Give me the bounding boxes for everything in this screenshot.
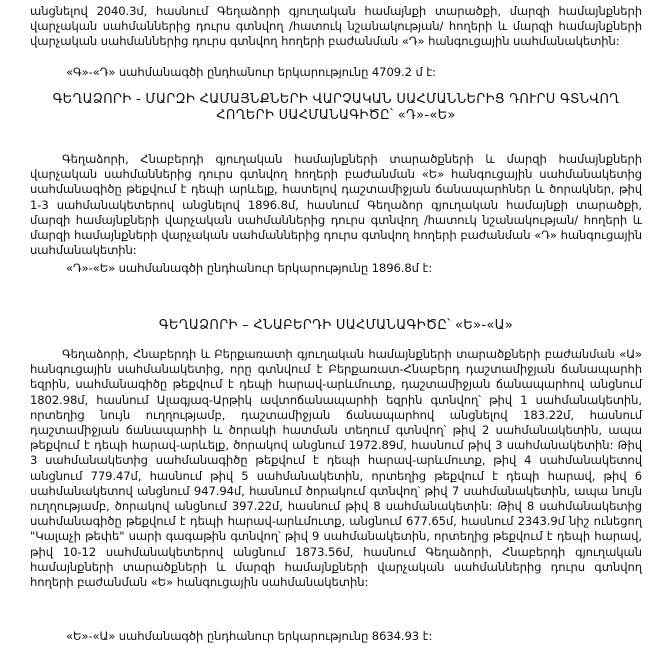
- total-length-g-d: «Գ»-«Դ» սահմանագծի ընդհանուր երկարությունը 4709.2 մ է:: [66, 65, 436, 79]
- heading-e-a: ԳԵՂԱՁՈՐԻ – ՀՆԱԲԵՐԴԻ ՍԱՀՄԱՆԱԳԻԾԸ՝ «Ե»-«Ա»: [158, 318, 514, 333]
- paragraph-d-e: Գեղաձորի, Հնաբերդի գյուղական համայնքների տարածքների և մարզի համայնքների վարչական սահմաններից դուրս գտնվող հողերի բաժանման «Ե» հանգուցային սահմանակետից սահմանագիծը թեքվում է դեպի արևելք, հատելով դաշտամիջյան ճանապարհներ և ծորակներ, թիվ 1-3 սահմանակետերով անցնելով 1896.8մ, հասնում Գեղաձոր գյուղական համայնքի տարածքի, մարզի համայնքների վարչական սահմաններից դուրս գտնվող /հատուկ նշանակության/ հողերի և մարզի համայնքների վարչական սահմաններից դուրս գտնվող հողերի բաժանման «Դ» հանգուցային սահմանակետին:: [30, 152, 642, 258]
- paragraph-g-d: անցնելով 2040.3մ, հասնում Գեղաձորի գյուղական համայնքի տարածքի, մարզի համայնքների վարչական սահմաններից դուրս գտնվող /հատուկ նշանակության/ հողերի և մարզի համայնքների վարչական սահմաններից դուրս գտնվող հողերի բաժանման «Դ» հանգուցային սահմանակետին:: [30, 4, 642, 49]
- paragraph-e-a: Գեղաձորի, Հնաբերդի և Բերքառատի գյուղական համայնքների տարածքների բաժանման «Ա» հանգուցային սահմանակետից, որը գտնվում է Բերքառատ-Հնաբերդ դաշտամիջյան ճանապարհի եզրին, սահմանագիծը թեքվում է դեպի հարավ-արևմուտք, դաշտամիջյան ճանապարհով անցնում 1802.98մ, հասնում Ալագյազ-Արթիկ ավտոճանապարհի եզրին գտնվող՝ թիվ 1 սահմանակետին, որտեղից նույն ուղղությամբ, դաշտամիջյան ճանապարհով անցնելով 183.22մ, հասնում դաշտամիջյան ճանապարհի և ծորակի հատման տեղում գտնվող՝ թիվ 2 սահմանակետին, ապա թեքվում է դեպի հարավ-արևելք, ծորակով անցնում 1972.89մ, հասնում թիվ 3 սահմանակետին: Թիվ 3 սահմանակետից սահմանագիծը թեքվում է դեպի հարավ-արևմուտք, թիվ 4 սահմանակետով անցնում 779.47մ, հասնում թիվ 5 սահմանակետին, որտեղից թեքվում է դեպի հարավ, թիվ 6 սահմանակետով անցնում 947.94մ, հասնում ծորակում գտնվող՝ թիվ 7 սահմանակետին, ապա նույն ուղղությամբ, ծորակով անցնում 397.22մ, հասնում թիվ 8 սահմանակետին: Թիվ 8 սահմանակետից սահմանագիծը թեքվում է դեպի հարավ-արևմուտք, անցնում 677.65մ, հասնում 2343.9մ նիշ ունեցող "Կալաչի թեփե" սարի գագաթին գտնվող՝ թիվ 9 սահմանակետին, որտեղից թեքվում է դեպի հարավ, թիվ 10-12 սահմանակետերով անցնում 1873.56մ, հասնում Գեղաձորի, Հնաբերդի գյուղական համայնքների տարածքների և մարզի համայնքների վարչական սահմաններից դուրս գտնվող հողերի բաժանման «Ե» հանգուցային սահմանակետին:: [30, 347, 642, 590]
- total-length-e-a: «Ե»-«Ա» սահմանագծի ընդհանուր երկարությունը 8634.93 է:: [66, 629, 433, 643]
- total-length-d-e: «Դ»-«Ե» սահմանագծի ընդհանուր երկարությունը 1896.8մ է:: [66, 261, 433, 275]
- heading-d-e: ԳԵՂԱՁՈՐԻ - ՄԱՐԶԻ ՀԱՄԱՅՆՔՆԵՐԻ ՎԱՐՉԱԿԱՆ ՍԱՀՄԱՆՆԵՐԻՑ ԴՈՒՐՍ ԳՏՆՎՈՂ ՀՈՂԵՐԻ ՍԱՀՄԱՆԱԳԻԾԸ՝ «Դ»-«Ե»: [52, 92, 620, 123]
